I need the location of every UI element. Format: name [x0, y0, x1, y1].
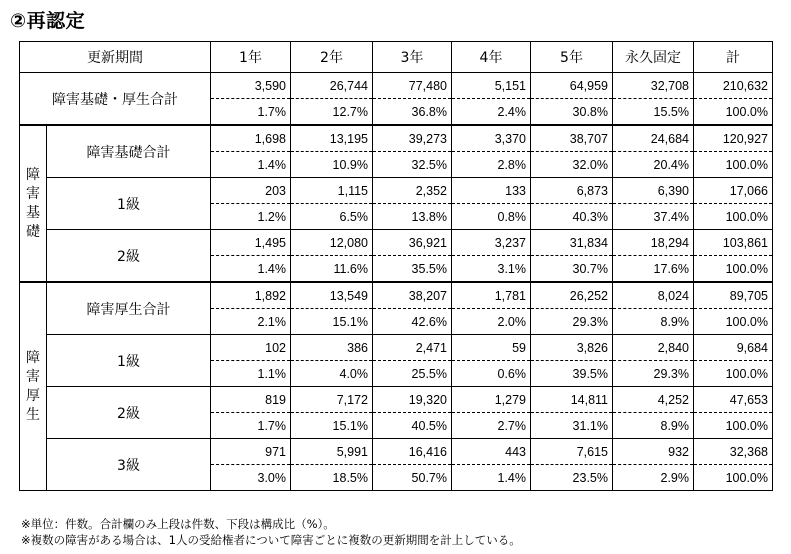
table-row: [20, 387, 773, 413]
count-cell: 2,352: [373, 178, 452, 204]
percent-cell: 20.4%: [613, 152, 694, 178]
count-cell: 77,480: [373, 73, 452, 99]
footnote-multiple: ※複数の障害がある場合は、1人の受給権者について障害ごとに複数の更新期間を計上している。: [21, 533, 521, 547]
percent-cell: 36.8%: [373, 99, 452, 126]
count-cell: 203: [211, 178, 291, 204]
row-label: 3級: [47, 439, 211, 491]
count-cell: 3,370: [452, 125, 531, 152]
percent-cell: 100.0%: [694, 152, 773, 178]
group-label-kosei: [20, 282, 47, 491]
count-cell: 47,653: [694, 387, 773, 413]
count-cell: 89,705: [694, 282, 773, 309]
table-row: [20, 73, 773, 99]
percent-cell: 1.7%: [211, 413, 291, 439]
count-cell: 64,959: [531, 73, 613, 99]
percent-cell: 32.5%: [373, 152, 452, 178]
header-period: 更新期間: [20, 42, 211, 73]
row-label: 障害厚生合計: [47, 282, 211, 335]
percent-cell: 1.7%: [211, 99, 291, 126]
percent-cell: 42.6%: [373, 309, 452, 335]
percent-cell: 100.0%: [694, 204, 773, 230]
header-3yr: 3年: [373, 42, 452, 73]
count-cell: 4,252: [613, 387, 694, 413]
count-cell: 3,237: [452, 230, 531, 256]
renewal-table: [19, 41, 773, 491]
count-cell: 38,207: [373, 282, 452, 309]
row-label: 1級: [47, 335, 211, 387]
count-cell: 59: [452, 335, 531, 361]
count-cell: 5,151: [452, 73, 531, 99]
count-cell: 386: [291, 335, 373, 361]
table-row: [20, 230, 773, 256]
group-char: 障: [26, 349, 40, 366]
percent-cell: 3.0%: [211, 465, 291, 491]
table-row: [20, 439, 773, 465]
count-cell: 6,873: [531, 178, 613, 204]
percent-cell: 2.0%: [452, 309, 531, 335]
count-cell: 932: [613, 439, 694, 465]
count-cell: 19,320: [373, 387, 452, 413]
percent-cell: 23.5%: [531, 465, 613, 491]
percent-cell: 13.8%: [373, 204, 452, 230]
percent-cell: 10.9%: [291, 152, 373, 178]
count-cell: 102: [211, 335, 291, 361]
row-label: 2級: [47, 387, 211, 439]
percent-cell: 15.1%: [291, 413, 373, 439]
percent-cell: 1.4%: [211, 256, 291, 283]
count-cell: 32,368: [694, 439, 773, 465]
count-cell: 819: [211, 387, 291, 413]
percent-cell: 2.4%: [452, 99, 531, 126]
count-cell: 103,861: [694, 230, 773, 256]
percent-cell: 30.8%: [531, 99, 613, 126]
page-title: ②再認定: [10, 10, 86, 32]
count-cell: 13,549: [291, 282, 373, 309]
row-label: 2級: [47, 230, 211, 283]
percent-cell: 100.0%: [694, 309, 773, 335]
percent-cell: 37.4%: [613, 204, 694, 230]
percent-cell: 50.7%: [373, 465, 452, 491]
group-char: 障: [26, 166, 40, 183]
percent-cell: 15.5%: [613, 99, 694, 126]
count-cell: 31,834: [531, 230, 613, 256]
count-cell: 32,708: [613, 73, 694, 99]
percent-cell: 100.0%: [694, 413, 773, 439]
percent-cell: 1.4%: [452, 465, 531, 491]
percent-cell: 35.5%: [373, 256, 452, 283]
count-cell: 39,273: [373, 125, 452, 152]
count-cell: 26,744: [291, 73, 373, 99]
header-4yr: 4年: [452, 42, 531, 73]
count-cell: 1,115: [291, 178, 373, 204]
row-label: 障害基礎合計: [47, 125, 211, 178]
percent-cell: 100.0%: [694, 361, 773, 387]
percent-cell: 11.6%: [291, 256, 373, 283]
footnotes: [21, 516, 521, 548]
percent-cell: 3.1%: [452, 256, 531, 283]
count-cell: 1,495: [211, 230, 291, 256]
percent-cell: 8.9%: [613, 413, 694, 439]
header-5yr: 5年: [531, 42, 613, 73]
count-cell: 13,195: [291, 125, 373, 152]
percent-cell: 100.0%: [694, 465, 773, 491]
group-char: 厚: [26, 387, 40, 404]
percent-cell: 15.1%: [291, 309, 373, 335]
count-cell: 210,632: [694, 73, 773, 99]
percent-cell: 29.3%: [531, 309, 613, 335]
percent-cell: 12.7%: [291, 99, 373, 126]
percent-cell: 0.8%: [452, 204, 531, 230]
percent-cell: 30.7%: [531, 256, 613, 283]
count-cell: 5,991: [291, 439, 373, 465]
percent-cell: 1.1%: [211, 361, 291, 387]
count-cell: 9,684: [694, 335, 773, 361]
percent-cell: 2.1%: [211, 309, 291, 335]
percent-cell: 29.3%: [613, 361, 694, 387]
count-cell: 12,080: [291, 230, 373, 256]
header-2yr: 2年: [291, 42, 373, 73]
table-row: [20, 125, 773, 152]
count-cell: 17,066: [694, 178, 773, 204]
percent-cell: 100.0%: [694, 99, 773, 126]
percent-cell: 32.0%: [531, 152, 613, 178]
count-cell: 120,927: [694, 125, 773, 152]
table-body: [20, 73, 773, 491]
footnote-unit: ※単位：件数。合計欄のみ上段は件数、下段は構成比（%）。: [21, 517, 335, 531]
header-total: 計: [694, 42, 773, 73]
percent-cell: 4.0%: [291, 361, 373, 387]
header-permanent: 永久固定: [613, 42, 694, 73]
group-char: 基: [26, 204, 40, 221]
count-cell: 7,615: [531, 439, 613, 465]
count-cell: 3,590: [211, 73, 291, 99]
percent-cell: 18.5%: [291, 465, 373, 491]
row-label: 障害基礎・厚生合計: [20, 73, 211, 126]
row-label: 1級: [47, 178, 211, 230]
count-cell: 443: [452, 439, 531, 465]
percent-cell: 40.5%: [373, 413, 452, 439]
header-1yr: 1年: [211, 42, 291, 73]
count-cell: 1,698: [211, 125, 291, 152]
table-row: [20, 178, 773, 204]
count-cell: 7,172: [291, 387, 373, 413]
percent-cell: 39.5%: [531, 361, 613, 387]
count-cell: 133: [452, 178, 531, 204]
percent-cell: 2.9%: [613, 465, 694, 491]
table-row: [20, 282, 773, 309]
group-char: 害: [26, 185, 40, 202]
count-cell: 16,416: [373, 439, 452, 465]
header-row: [20, 42, 773, 73]
percent-cell: 40.3%: [531, 204, 613, 230]
count-cell: 3,826: [531, 335, 613, 361]
group-char: 害: [26, 368, 40, 385]
percent-cell: 0.6%: [452, 361, 531, 387]
count-cell: 26,252: [531, 282, 613, 309]
count-cell: 2,840: [613, 335, 694, 361]
count-cell: 2,471: [373, 335, 452, 361]
percent-cell: 1.2%: [211, 204, 291, 230]
percent-cell: 1.4%: [211, 152, 291, 178]
percent-cell: 8.9%: [613, 309, 694, 335]
percent-cell: 100.0%: [694, 256, 773, 283]
count-cell: 8,024: [613, 282, 694, 309]
percent-cell: 2.8%: [452, 152, 531, 178]
group-char: 生: [26, 406, 40, 423]
percent-cell: 17.6%: [613, 256, 694, 283]
count-cell: 1,781: [452, 282, 531, 309]
count-cell: 1,892: [211, 282, 291, 309]
count-cell: 1,279: [452, 387, 531, 413]
percent-cell: 25.5%: [373, 361, 452, 387]
group-char: 礎: [26, 223, 40, 240]
table-row: [20, 335, 773, 361]
percent-cell: 2.7%: [452, 413, 531, 439]
count-cell: 18,294: [613, 230, 694, 256]
group-label-kiso: [20, 125, 47, 282]
count-cell: 38,707: [531, 125, 613, 152]
count-cell: 971: [211, 439, 291, 465]
count-cell: 14,811: [531, 387, 613, 413]
percent-cell: 31.1%: [531, 413, 613, 439]
percent-cell: 6.5%: [291, 204, 373, 230]
count-cell: 36,921: [373, 230, 452, 256]
count-cell: 6,390: [613, 178, 694, 204]
count-cell: 24,684: [613, 125, 694, 152]
